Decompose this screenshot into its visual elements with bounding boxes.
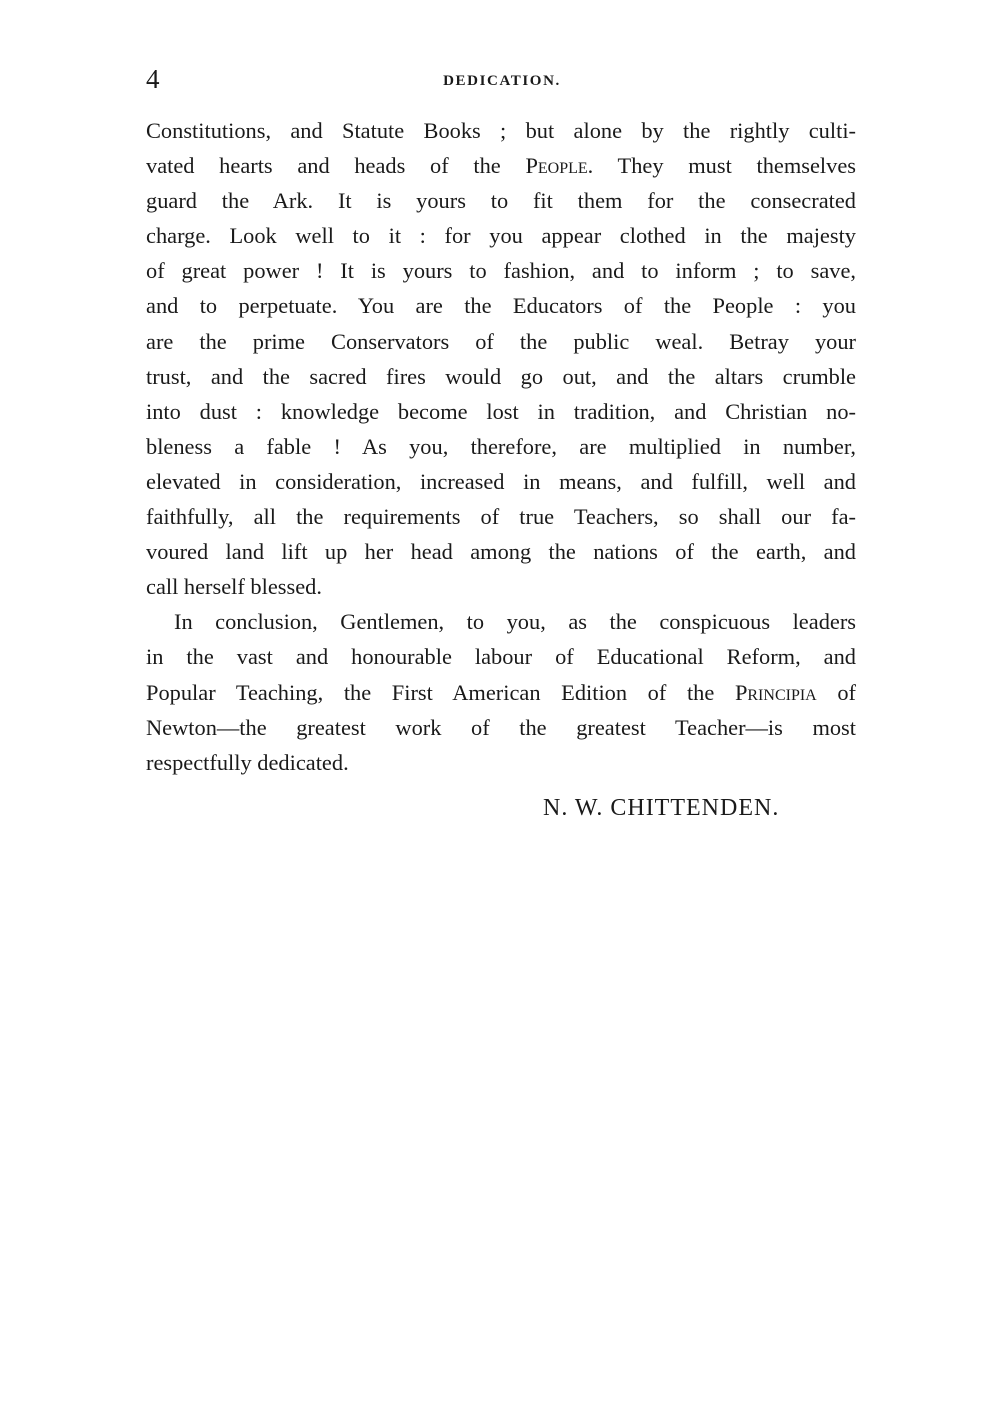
text-line: in the vast and honourable labour of Educational Reform, and	[146, 644, 856, 670]
dedication-text	[146, 113, 856, 780]
paragraph-2	[146, 604, 856, 779]
small-caps-word: Principia	[734, 679, 817, 705]
text-line: into dust : knowledge become lost in tradition, and Christian no-	[146, 398, 856, 424]
text-line: guard the Ark. It is yours to fit them for the consecrated	[146, 188, 856, 214]
paragraph-1	[146, 113, 856, 604]
text-line: elevated in consideration, increased in means, and fulfill, well and	[146, 468, 856, 494]
text-line: of great power ! It is yours to fashion, and to inform ; to save,	[146, 258, 856, 284]
signature: N. W. CHITTENDEN.	[543, 795, 780, 821]
text-line: are the prime Conservators of the public weal. Betray your	[146, 328, 856, 354]
text-line: and to perpetuate. You are the Educators of the People : you	[146, 293, 856, 319]
text-line: call herself blessed.	[146, 574, 322, 600]
page-number: 4	[146, 64, 160, 94]
text-line: voured land lift up her head among the nations of the earth, and	[146, 539, 856, 565]
text-line: vated hearts and heads of the People. They must themselves	[146, 153, 856, 179]
text-line: Constitutions, and Statute Books ; but alone by the rightly culti-	[146, 118, 856, 143]
text-line: faithfully, all the requirements of true Teachers, so shall our fa-	[146, 504, 856, 530]
text-line: Newton—the greatest work of the greatest Teacher—is most	[146, 714, 856, 740]
running-head-title: DEDICATION.	[443, 73, 561, 89]
small-caps-word: People	[525, 153, 588, 179]
running-head	[146, 62, 858, 96]
text-line: trust, and the sacred fires would go out, and the altars crumble	[146, 363, 856, 389]
text-line: bleness a fable ! As you, therefore, are multiplied in number,	[146, 433, 856, 459]
text-line: Popular Teaching, the First American Edition of the Principia of	[146, 679, 857, 705]
text-line: In conclusion, Gentlemen, to you, as the conspicuous leaders	[174, 609, 856, 635]
text-line: charge. Look well to it : for you appear clothed in the majesty	[146, 223, 856, 249]
text-line: respectfully dedicated.	[146, 749, 349, 775]
